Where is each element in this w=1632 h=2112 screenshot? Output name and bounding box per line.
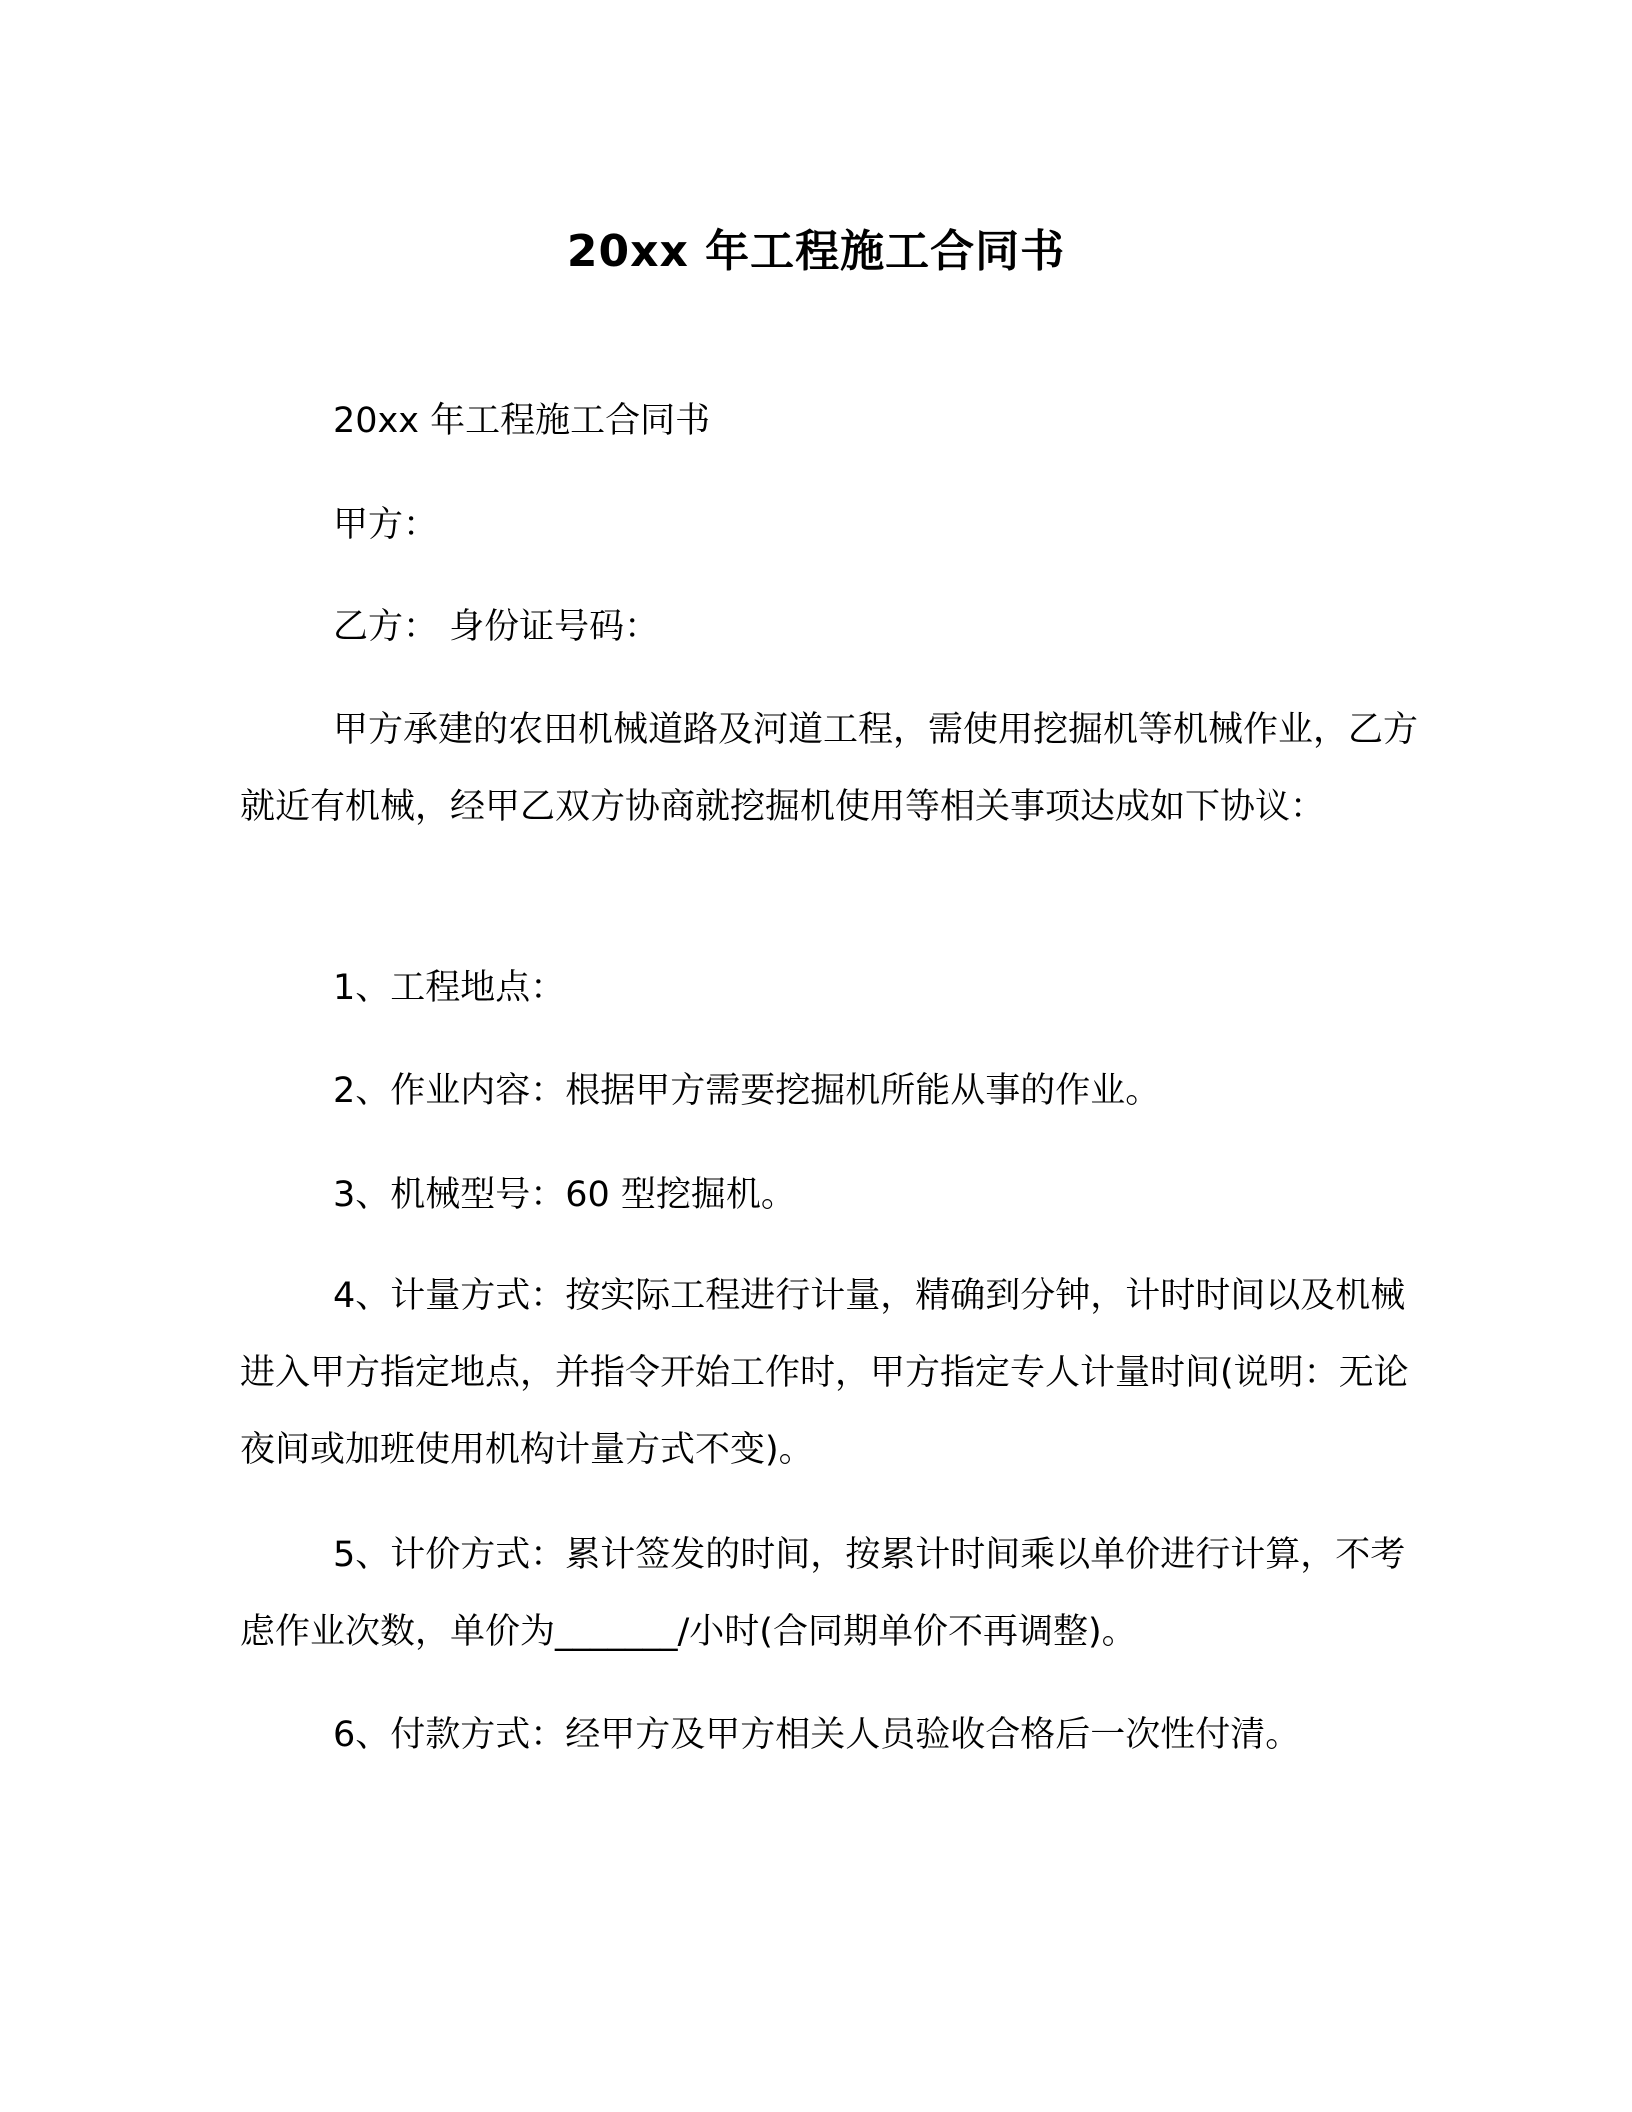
document-title: 20xx 年工程施工合同书 <box>566 226 1066 277</box>
intro-paragraph: 甲方承建的农田机械道路及河道工程，需使用挖掘机等机械作业，乙方就近有机械，经甲乙双方协商就挖掘机使用等相关事项达成如下协议： <box>240 710 1419 827</box>
party-a-line: 甲方： <box>333 505 439 545</box>
party-b-line: 乙方： 身份证号码： <box>333 607 660 647</box>
subtitle-line: 20xx 年工程施工合同书 <box>333 401 711 441</box>
clause-4: 4、计量方式：按实际工程进行计量，精确到分钟，计时时间以及机械进入甲方指定地点，并指令开始工作时，甲方指定专人计量时间(说明：无论夜间或加班使用机构计量方式不变)。 <box>240 1276 1409 1470</box>
clause-5: 5、计价方式：累计签发的时间，按累计时间乘以单价进行计算，不考虑作业次数，单价为_______/小时(合同期单价不再调整)。 <box>240 1535 1406 1652</box>
clause-6: 6、付款方式：经甲方及甲方相关人员验收合格后一次性付清。 <box>333 1715 1301 1755</box>
clause-3: 3、机械型号：60 型挖掘机。 <box>333 1175 796 1215</box>
clause-2: 2、作业内容：根据甲方需要挖掘机所能从事的作业。 <box>333 1071 1161 1111</box>
clause-1: 1、工程地点： <box>333 968 566 1008</box>
